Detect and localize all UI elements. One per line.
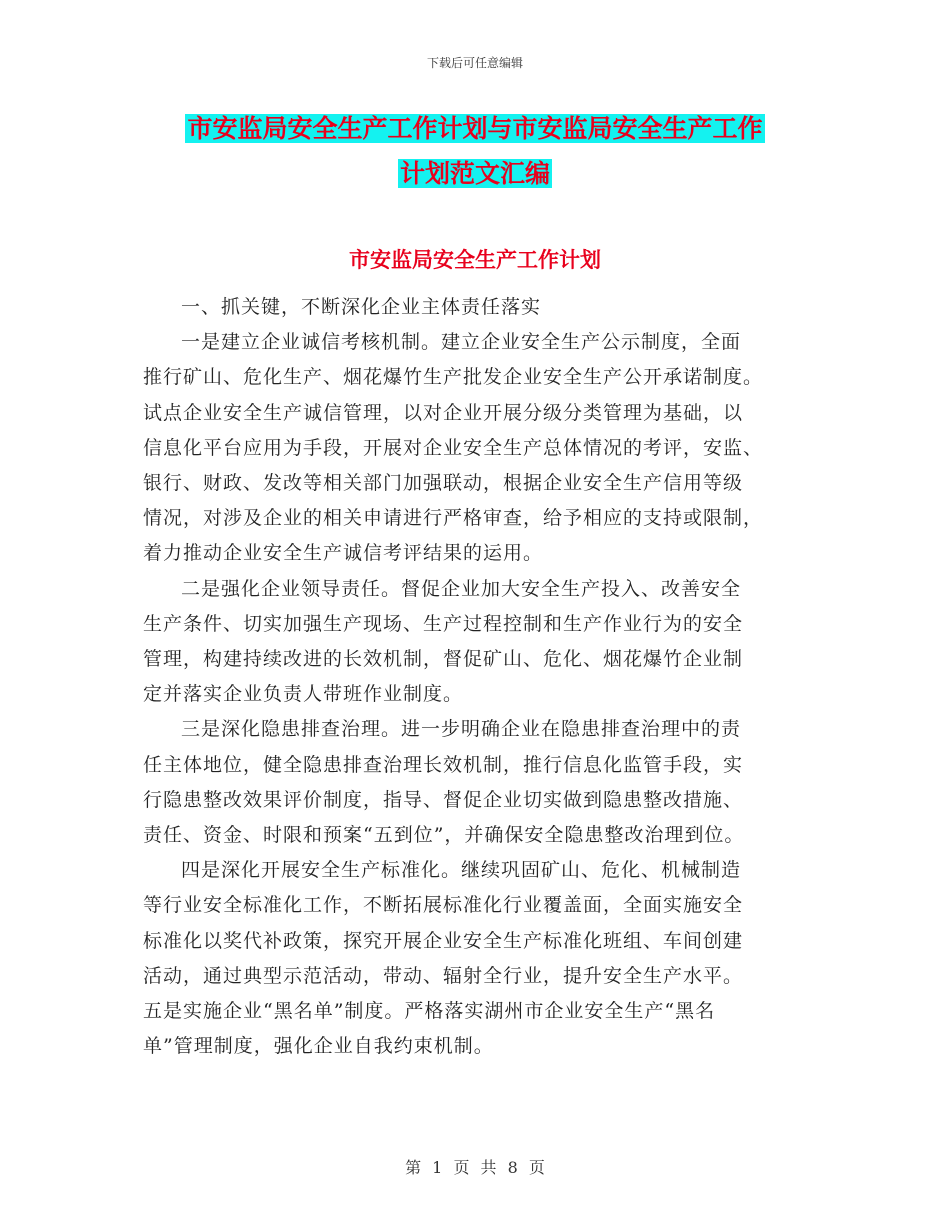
document-title-line-2 <box>0 152 950 196</box>
title-highlight: 计划范文汇编 <box>399 159 550 188</box>
paragraph: 二是强化企业领导责任。督促企业加大安全生产投入、改善安全 生产条件、切实加强生产现场、生产过程控制和生产作业行为的安全 管理，构建持续改进的长效机制，督促矿山、危化、烟花爆竹企业制 定并落实企业负责人带班作业制度。 <box>143 577 744 706</box>
paragraph: 五是实施企业“黑名单”制度。严格落实湖州市企业安全生产“黑名 单”管理制度，强化企业自我约束机制。 <box>143 1000 716 1058</box>
page-number: 第 1 页 共 8 页 <box>405 1158 545 1177</box>
section-title: 市安监局安全生产工作计划 <box>349 247 601 272</box>
document-title-line-1 <box>0 107 950 151</box>
title-highlight: 市安监局安全生产工作计划与市安监局安全生产工作 <box>187 114 763 143</box>
header-note: 下载后可任意编辑 <box>426 56 523 70</box>
document-body <box>143 290 808 1064</box>
paragraph: 四是深化开展安全生产标准化。继续巩固矿山、危化、机械制造 等行业安全标准化工作，不断拓展标准化行业覆盖面，全面实施安全 标准化以奖代补政策，探究开展企业安全生产标准化班组、车间创建 活动，通过典型示范活动，带动、辐射全行业，提升安全生产水平。 <box>143 859 744 987</box>
paragraph: 一是建立企业诚信考核机制。建立企业安全生产公示制度，全面 推行矿山、危化生产、烟花爆竹生产批发企业安全生产公开承诺制度。 试点企业安全生产诚信管理，以对企业开展分级分类管理为基础，以 信息化平台应用为手段，开展对企业安全生产总体情况的考评，安监、 银行、财政、发改等相关部门加强联动，根据企业安全生产信用等级 情况，对涉及企业的相关申请进行严格审查，给予相应的支持或限制， 着力推动企业安全生产诚信考评结果的运用。 <box>143 331 764 565</box>
paragraph-heading: 一、抓关键，不断深化企业主体责任落实 <box>181 296 542 318</box>
paragraph: 三是深化隐患排查治理。进一步明确企业在隐患排查治理中的责 任主体地位，健全隐患排查治理长效机制，推行信息化监管手段，实 行隐患整改效果评价制度，指导、督促企业切实做到隐患整改措施、 责任、资金、时限和预案“五到位”，并确保安全隐患整改治理到位。 <box>143 718 745 847</box>
